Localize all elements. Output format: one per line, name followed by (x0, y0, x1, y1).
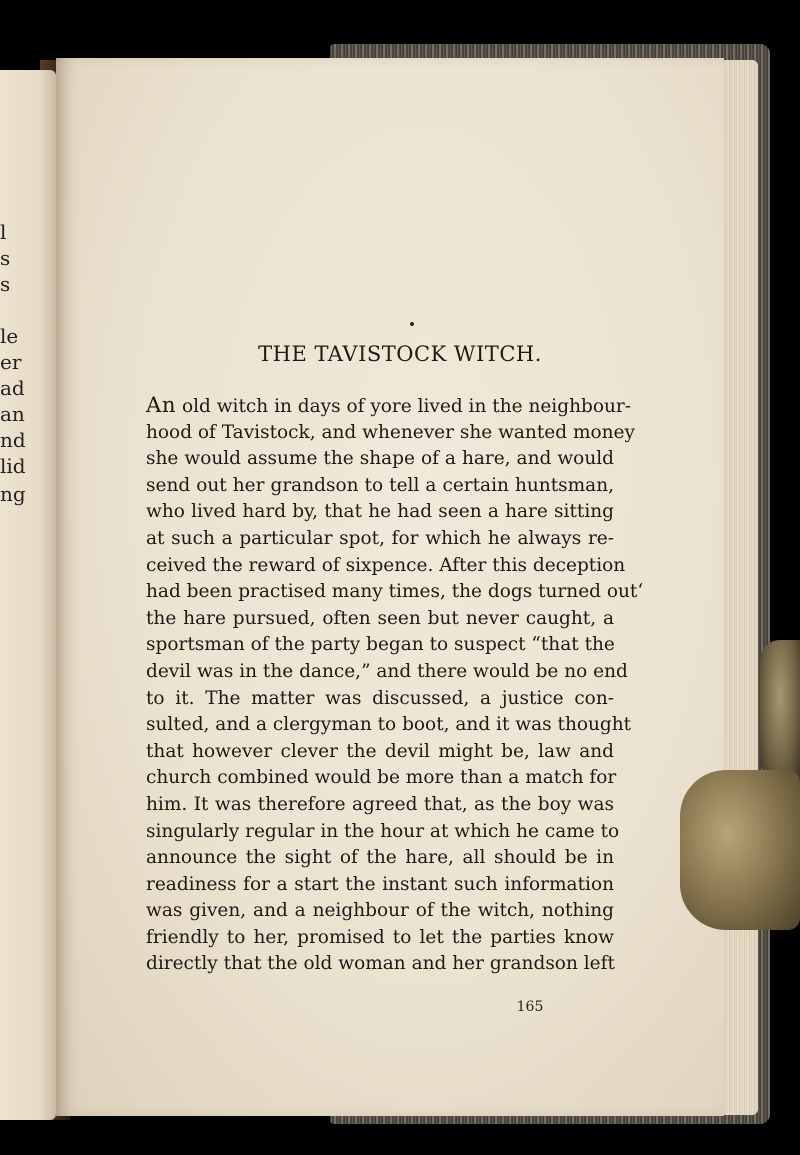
text-line: singularly regular in the hour at which he came to (146, 820, 620, 842)
left-page-fragment: ng (0, 482, 26, 506)
text-line: to it. The matter was discussed, a justice con- (146, 687, 614, 709)
page-number: 165 (516, 999, 544, 1015)
left-page-fragment: ad (0, 376, 25, 400)
text-line: sportsman of the party began to suspect “that the (146, 634, 615, 656)
left-page-fragment: le (0, 324, 19, 348)
chapter-title: THE TAVISTOCK WITCH. (258, 342, 542, 366)
text-line: An old witch in days of yore lived in the neighbour- (146, 393, 631, 418)
text-line: readiness for a start the instant such information (146, 873, 614, 895)
page-mark (410, 322, 414, 326)
left-page-fragment: nd (0, 428, 26, 452)
text-line: devil was in the dance,” and there would be no end (146, 660, 628, 682)
drop-word: An (146, 393, 177, 418)
text-line: that however clever the devil might be, law and (146, 740, 614, 762)
left-page-fragment: l (0, 220, 7, 244)
text-line: at such a particular spot, for which he always re- (146, 527, 614, 549)
text-line: ceived the reward of sixpence. After this deception (146, 554, 626, 576)
left-page-fragment: lid (0, 454, 26, 478)
body-text (146, 393, 644, 978)
text-line: friendly to her, promised to let the parties know (146, 926, 614, 948)
text-line: who lived hard by, that he had seen a hare sitting (146, 501, 614, 523)
book-clamp (680, 770, 800, 930)
text-line: send out her grandson to tell a certain huntsman, (146, 474, 614, 496)
left-page-fragment: an (0, 402, 25, 426)
text-line: had been practised many times, the dogs turned out‘ (146, 581, 644, 603)
text-line: church combined would be more than a match for (146, 767, 617, 789)
text-line: the hare pursued, often seen but never caught, a (146, 607, 614, 629)
text-line: was given, and a neighbour of the witch, nothing (146, 900, 614, 922)
left-page-fragment: s (0, 272, 11, 296)
left-page (0, 70, 56, 1120)
left-page-fragment: s (0, 246, 11, 270)
text-line: directly that the old woman and her grandson left (146, 953, 615, 975)
text-line: she would assume the shape of a hare, and would (146, 448, 614, 470)
book-clamp-top (760, 640, 800, 780)
text-line: announce the sight of the hare, all should be in (146, 847, 614, 869)
text-line: sulted, and a clergyman to boot, and it was thought (146, 714, 632, 736)
left-page-fragment: er (0, 350, 22, 374)
text-line: hood of Tavistock, and whenever she wanted money (146, 421, 635, 443)
text-line: him. It was therefore agreed that, as the boy was (146, 793, 614, 815)
